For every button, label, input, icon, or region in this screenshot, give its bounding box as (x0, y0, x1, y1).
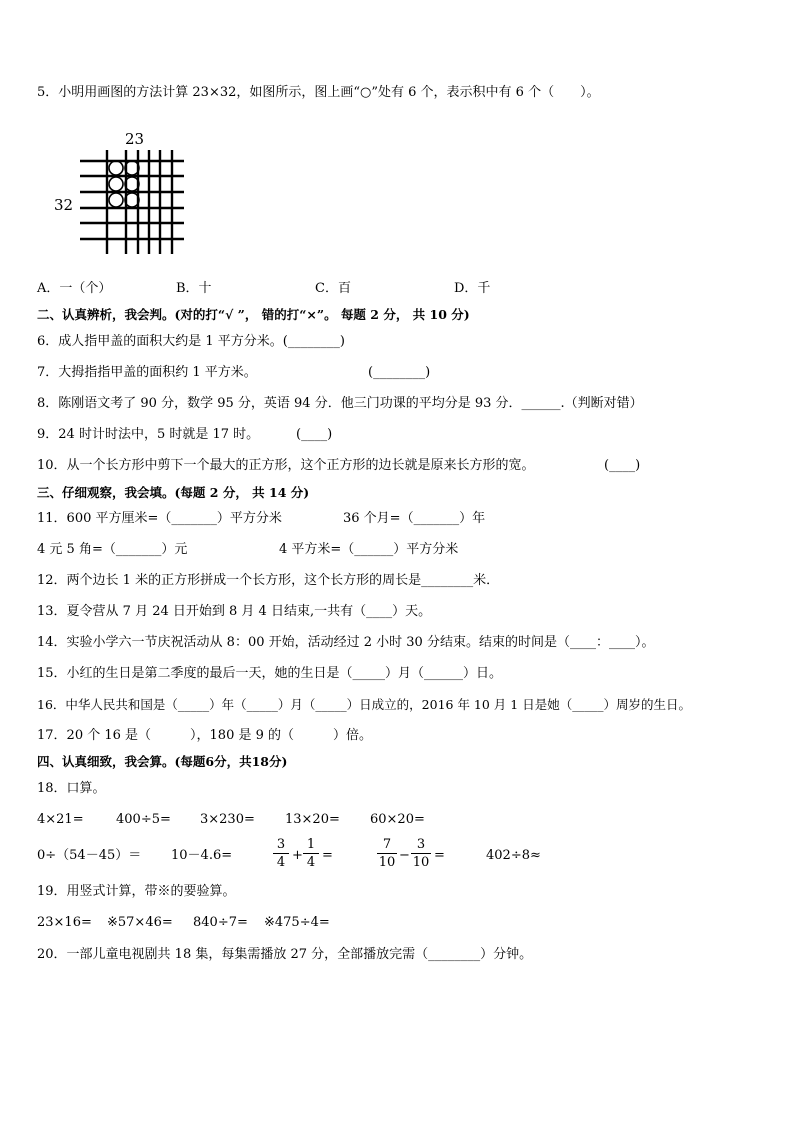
fraction-numerator: 3 (411, 837, 431, 854)
oral-calc-10: 402÷8≈ (486, 848, 541, 863)
question-18: 18．口算。 (37, 781, 106, 796)
question-11a: 11．600 平方厘米=（_______）平方分米 (37, 511, 282, 526)
question-9-blank: (____) (296, 427, 333, 442)
question-7-blank: (________) (368, 365, 431, 380)
option-c: C．百 (315, 281, 351, 296)
fraction-7-10 (377, 837, 397, 870)
figure-label-32: 32 (54, 196, 74, 214)
equals-sign: = (434, 848, 445, 863)
vertical-calc-3: 840÷7= (193, 915, 248, 930)
section-3-heading: 三、仔细观察，我会填。(每题 2 分， 共 14 分) (37, 485, 310, 500)
question-16: 16．中华人民共和国是（_____）年（_____）月（_____）日成立的，2016 年 10 月 1 日是她（_____）周岁的生日。 (37, 697, 691, 712)
fraction-numerator: 3 (273, 837, 289, 854)
question-14: 14．实验小学六一节庆祝活动从 8：00 开始，活动经过 2 小时 30 分结束。结束的时间是（____：____）。 (37, 635, 655, 650)
question-12: 12．两个边长 1 米的正方形拼成一个长方形，这个长方形的周长是________米． (37, 573, 500, 588)
question-11c: 4 元 5 角=（_______）元 (37, 542, 188, 557)
question-13: 13．夏令营从 7 月 24 日开始到 8 月 4 日结束,一共有（____）天。 (37, 604, 432, 619)
question-10: 10．从一个长方形中剪下一个最大的正方形，这个正方形的边长就是原来长方形的宽。 (37, 458, 535, 473)
vertical-calc-1: 23×16= (37, 915, 92, 930)
oral-calc-1: 4×21= (37, 812, 84, 827)
fraction-3-10 (411, 837, 431, 870)
equals-sign: = (322, 848, 333, 863)
question-5-text: 5．小明用画图的方法计算 23×32，如图所示，图上画“○”处有 6 个，表示积中有 6 个（ ）。 (37, 85, 600, 100)
question-17: 17．20 个 16 是（ ），180 是 9 的（ ）倍。 (37, 728, 373, 743)
fraction-numerator: 7 (377, 837, 397, 854)
oral-calc-5: 60×20= (370, 812, 425, 827)
oral-calc-6: 0÷（54－45）＝ (37, 848, 142, 863)
option-a: A．一（个） (37, 281, 112, 296)
question-20: 20．一部儿童电视剧共 18 集，每集需播放 27 分，全部播放完需（________）分钟。 (37, 947, 533, 962)
fraction-denominator: 10 (412, 855, 430, 870)
vertical-calc-2: ※57×46= (107, 915, 173, 930)
question-9: 9．24 时计时法中，5 时就是 17 时。 (37, 427, 260, 442)
option-b: B．十 (176, 281, 212, 296)
question-7: 7．大拇指指甲盖的面积约 1 平方米。 (37, 365, 257, 380)
fraction-3-4 (273, 837, 289, 870)
question-11b: 36 个月=（_______）年 (343, 511, 486, 526)
fraction-denominator: 4 (306, 855, 316, 870)
option-d: D．千 (454, 281, 491, 296)
multiplication-grid-figure (52, 128, 202, 258)
question-6: 6．成人指甲盖的面积大约是 1 平方分米。(________) (37, 334, 345, 349)
fraction-denominator: 10 (378, 855, 396, 870)
section-4-heading: 四、认真细致，我会算。(每题6分，共18分) (37, 754, 288, 769)
fraction-denominator: 4 (276, 855, 286, 870)
question-10-blank: (____) (604, 458, 641, 473)
oral-calc-7: 10－4.6= (171, 848, 233, 863)
question-19: 19．用竖式计算，带※的要验算。 (37, 884, 236, 899)
question-11d: 4 平方米=（______）平方分米 (279, 542, 459, 557)
oral-calc-4: 13×20= (285, 812, 340, 827)
fraction-1-4 (303, 837, 319, 870)
vertical-calc-4: ※475÷4= (264, 915, 330, 930)
question-15: 15．小红的生日是第二季度的最后一天，她的生日是（_____）月（______）日。 (37, 666, 503, 681)
oral-calc-3: 3×230= (200, 812, 255, 827)
figure-label-23: 23 (125, 130, 145, 148)
minus-sign: − (399, 848, 410, 863)
section-2-heading: 二、认真辨析，我会判。(对的打“√ ”， 错的打“×”。 每题 2 分， 共 10 分) (37, 307, 470, 322)
fraction-numerator: 1 (303, 837, 319, 854)
oral-calc-2: 400÷5= (116, 812, 171, 827)
question-8: 8．陈刚语文考了 90 分，数学 95 分，英语 94 分．他三门功课的平均分是 93 分．______.（判断对错） (37, 396, 643, 411)
plus-sign: + (292, 848, 303, 863)
